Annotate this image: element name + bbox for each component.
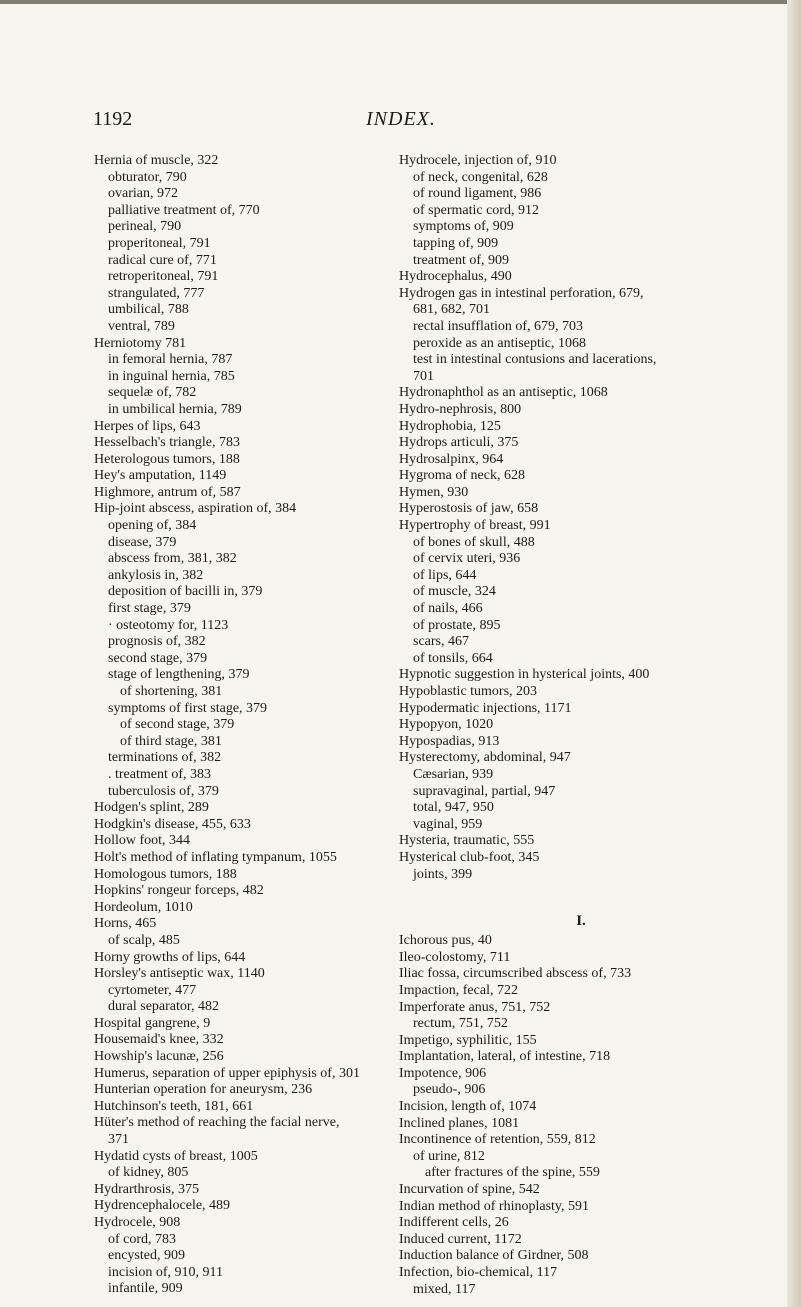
- index-entry: Incontinence of retention, 559, 812: [399, 1132, 596, 1148]
- index-entry: Hypospadias, 913: [399, 733, 500, 749]
- index-entry: second stage, 379: [108, 650, 208, 666]
- index-entry: Hip-joint abscess, aspiration of, 384: [94, 501, 297, 517]
- index-entry: of neck, congenital, 628: [413, 169, 548, 185]
- index-entry: Hydro-nephrosis, 800: [399, 401, 522, 417]
- index-entry: Holt's method of inflating tympanum, 1055: [94, 849, 337, 865]
- index-section-h-continued: [399, 153, 699, 883]
- page-header: [0, 108, 801, 138]
- index-entry: of round ligament, 986: [413, 186, 542, 202]
- index-entry: disease, 379: [108, 534, 177, 550]
- index-entry: Hydrocele, 908: [94, 1215, 181, 1230]
- index-entry: 701: [413, 368, 434, 384]
- index-entry: vaginal, 959: [413, 816, 483, 832]
- index-entry: prognosis of, 382: [108, 634, 206, 650]
- index-entry: Hydrencephalocele, 489: [94, 1198, 231, 1214]
- index-entry: radical cure of, 771: [108, 252, 217, 268]
- index-entry: Cæsarian, 939: [413, 766, 494, 782]
- index-entry: Herpes of lips, 643: [94, 418, 201, 434]
- index-entry: Hydrocephalus, 490: [399, 269, 512, 285]
- index-section-i: [399, 933, 699, 1298]
- index-entry: ventral, 789: [108, 318, 175, 334]
- scan-top-border: [0, 0, 801, 4]
- index-entry: Hygroma of neck, 628: [399, 468, 525, 484]
- index-entry: of prostate, 895: [413, 617, 501, 633]
- index-entry: Induced current, 1172: [399, 1231, 522, 1247]
- running-head: INDEX.: [366, 108, 436, 130]
- index-entry: of kidney, 805: [108, 1165, 189, 1181]
- index-entry: Hordeolum, 1010: [94, 899, 193, 915]
- index-entry: Imperforate anus, 751, 752: [399, 999, 551, 1015]
- index-entry: of cord, 783: [108, 1231, 177, 1247]
- index-entry: of lips, 644: [413, 567, 477, 583]
- index-entry: in inguinal hernia, 785: [108, 368, 235, 384]
- scan-right-edge: [787, 0, 801, 1307]
- index-entry: Ichorous pus, 40: [399, 933, 492, 949]
- index-entry: in femoral hernia, 787: [108, 352, 233, 368]
- index-entry: terminations of, 382: [108, 750, 222, 766]
- index-entry: stage of lengthening, 379: [108, 667, 250, 683]
- index-entry: Impetigo, syphilitic, 155: [399, 1032, 537, 1048]
- index-entry: Hypoblastic tumors, 203: [399, 684, 538, 699]
- index-entry: Indian method of rhinoplasty, 591: [399, 1198, 590, 1214]
- index-entry: Hopkins' rongeur forceps, 482: [94, 883, 264, 899]
- index-entry: dural separator, 482: [108, 999, 220, 1015]
- index-entry: pseudo-, 906: [413, 1082, 486, 1098]
- index-entry: Hydatid cysts of breast, 1005: [94, 1148, 258, 1164]
- index-entry: infantile, 909: [108, 1281, 183, 1297]
- index-entry: Hymen, 930: [399, 484, 469, 500]
- index-entry: perineal, 790: [108, 219, 182, 235]
- index-entry: encysted, 909: [108, 1248, 185, 1264]
- index-entry: of scalp, 485: [108, 932, 180, 948]
- index-entry: of third stage, 381: [120, 733, 222, 749]
- index-entry: opening of, 384: [108, 518, 197, 534]
- index-entry: ankylosis in, 382: [108, 567, 204, 583]
- index-entry: first stage, 379: [108, 601, 191, 617]
- index-column-left: [94, 153, 394, 1298]
- index-entry: after fractures of the spine, 559: [425, 1165, 600, 1181]
- index-entry: Hydronaphthol as an antiseptic, 1068: [399, 385, 608, 401]
- index-entry: Hydrops articuli, 375: [399, 435, 519, 451]
- index-entry: Hesselbach's triangle, 783: [94, 435, 240, 451]
- index-entry: Implantation, lateral, of intestine, 718: [399, 1049, 611, 1065]
- index-entry: Hydrocele, injection of, 910: [399, 153, 557, 168]
- index-entry: Hunterian operation for aneurysm, 236: [94, 1082, 313, 1098]
- index-entry: Hypopyon, 1020: [399, 717, 494, 733]
- index-entry: Hollow foot, 344: [94, 833, 191, 849]
- index-entry: symptoms of first stage, 379: [108, 700, 268, 716]
- index-entry: ovarian, 972: [108, 186, 178, 202]
- index-entry: Hysterectomy, abdominal, 947: [399, 750, 571, 766]
- index-entry: Hospital gangrene, 9: [94, 1015, 211, 1031]
- index-entry: Infection, bio-chemical, 117: [399, 1265, 558, 1280]
- index-entry: Hydrosalpinx, 964: [399, 451, 504, 467]
- index-entry: Hodgen's splint, 289: [94, 800, 209, 816]
- index-entry: Howship's lacunæ, 256: [94, 1049, 224, 1065]
- index-entry: supravaginal, partial, 947: [413, 783, 556, 799]
- index-entry: Incurvation of spine, 542: [399, 1182, 540, 1198]
- index-entry: deposition of bacilli in, 379: [108, 584, 263, 600]
- index-entry: · osteotomy for, 1123: [108, 617, 229, 633]
- index-entry: test in intestinal contusions and lacerations,: [413, 352, 657, 368]
- index-entry: umbilical, 788: [108, 302, 189, 318]
- section-letter-heading: I.: [576, 913, 586, 930]
- index-entry: incision of, 910, 911: [108, 1264, 223, 1280]
- index-entry: Hodgkin's disease, 455, 633: [94, 816, 251, 832]
- index-entry: Hypnotic suggestion in hysterical joints, 400: [399, 667, 650, 683]
- page-number: 1192: [93, 108, 133, 130]
- index-entry: Ileo-colostomy, 711: [399, 949, 511, 965]
- index-entry: Highmore, antrum of, 587: [94, 484, 241, 500]
- index-entry: scars, 467: [413, 634, 469, 650]
- index-entry: of second stage, 379: [120, 717, 235, 733]
- index-entry: Impotence, 906: [399, 1065, 487, 1081]
- index-entry: of shortening, 381: [120, 684, 223, 699]
- index-entry: cyrtometer, 477: [108, 982, 197, 998]
- index-entry: strangulated, 777: [108, 285, 205, 301]
- index-entry: Horns, 465: [94, 916, 157, 932]
- index-entry: rectum, 751, 752: [413, 1016, 508, 1032]
- index-entry: . treatment of, 383: [108, 766, 212, 782]
- index-entry: Hyperostosis of jaw, 658: [399, 501, 539, 517]
- index-entry: mixed, 117: [413, 1281, 476, 1297]
- index-entry: Hutchinson's teeth, 181, 661: [94, 1098, 254, 1114]
- index-entry: Hypodermatic injections, 1171: [399, 700, 572, 716]
- index-entry: of cervix uteri, 936: [413, 551, 521, 567]
- index-entry: peroxide as an antiseptic, 1068: [413, 335, 587, 351]
- index-entry: sequelæ of, 782: [108, 385, 197, 401]
- index-entry: tapping of, 909: [413, 235, 499, 251]
- index-entry: Herniotomy 781: [94, 335, 187, 351]
- index-entry: joints, 399: [413, 866, 473, 882]
- index-entry: treatment of, 909: [413, 252, 510, 268]
- index-entry: properitoneal, 791: [108, 235, 211, 251]
- index-entry: Hernia of muscle, 322: [94, 153, 219, 168]
- index-entry: Induction balance of Girdner, 508: [399, 1248, 589, 1264]
- index-entry: of muscle, 324: [413, 584, 496, 600]
- index-entry: abscess from, 381, 382: [108, 551, 237, 567]
- index-entry: Horsley's antiseptic wax, 1140: [94, 966, 265, 982]
- index-entry: Housemaid's knee, 332: [94, 1032, 224, 1048]
- index-entry: of tonsils, 664: [413, 650, 493, 666]
- index-entry: 681, 682, 701: [413, 302, 490, 318]
- index-entry: Hysterical club-foot, 345: [399, 849, 540, 865]
- index-entry: Hydrophobia, 125: [399, 418, 501, 434]
- index-entry: Incision, length of, 1074: [399, 1099, 537, 1115]
- index-entry: Hey's amputation, 1149: [94, 468, 227, 484]
- index-column-right: [399, 153, 699, 1298]
- index-entry: Impaction, fecal, 722: [399, 982, 518, 998]
- index-entry: tuberculosis of, 379: [108, 783, 219, 799]
- index-entry: Hüter's method of reaching the facial nerve,: [94, 1115, 340, 1131]
- index-entry: total, 947, 950: [413, 800, 494, 816]
- index-entry: Indifferent cells, 26: [399, 1215, 509, 1231]
- index-entry: of bones of skull, 488: [413, 534, 535, 550]
- index-entry: of spermatic cord, 912: [413, 202, 539, 218]
- index-entry: palliative treatment of, 770: [108, 202, 260, 218]
- index-entry: Iliac fossa, circumscribed abscess of, 733: [399, 966, 632, 982]
- index-entry: of urine, 812: [413, 1148, 485, 1164]
- index-entry: rectal insufflation of, 679, 703: [413, 318, 584, 334]
- index-entry: retroperitoneal, 791: [108, 269, 219, 285]
- index-entry: Horny growths of lips, 644: [94, 949, 246, 965]
- index-entry: Humerus, separation of upper epiphysis of, 301: [94, 1065, 360, 1081]
- index-entry: Homologous tumors, 188: [94, 866, 237, 882]
- index-entry: Hysteria, traumatic, 555: [399, 833, 535, 849]
- index-entry: Inclined planes, 1081: [399, 1115, 520, 1131]
- index-entry: in umbilical hernia, 789: [108, 401, 242, 417]
- index-entry: symptoms of, 909: [413, 219, 514, 235]
- index-entry: Hypertrophy of breast, 991: [399, 518, 551, 534]
- index-entry: obturator, 790: [108, 169, 187, 185]
- index-entry: Hydrarthrosis, 375: [94, 1181, 199, 1197]
- index-entry: Hydrogen gas in intestinal perforation, 679,: [399, 285, 644, 301]
- index-entry: 371: [108, 1132, 129, 1148]
- index-entry: of nails, 466: [413, 601, 483, 617]
- index-entry: Heterologous tumors, 188: [94, 451, 240, 467]
